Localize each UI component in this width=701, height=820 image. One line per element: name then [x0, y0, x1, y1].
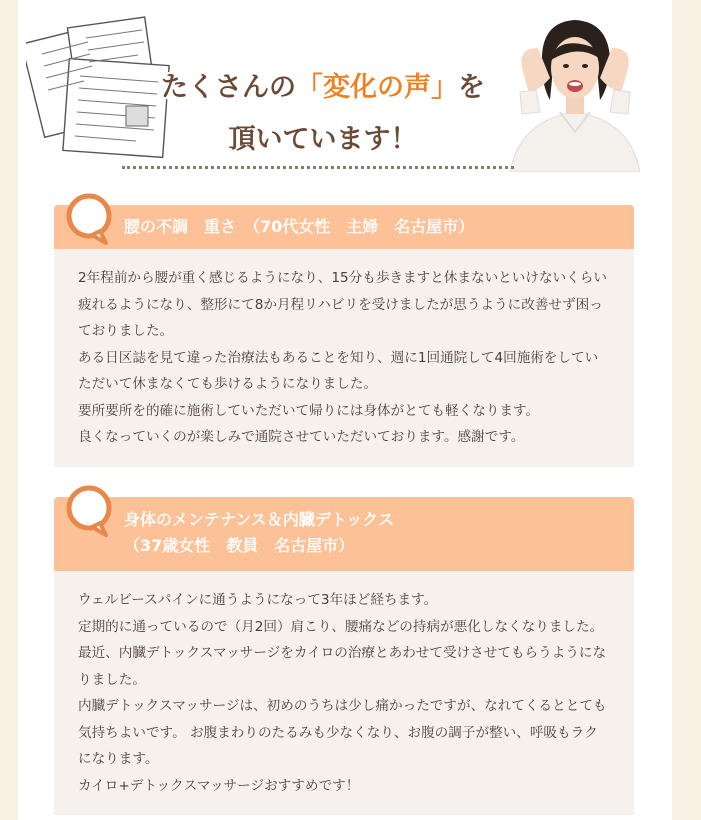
speech-bubble-icon	[62, 483, 116, 537]
header-divider	[122, 166, 514, 169]
testimonial-paragraph: 2年程前から腰が重く感じるようになり、15分も歩きますと休まないといけないくらい疲れるようになり、整形にて8か月程リハビリを受けましたが思うように改善せず困っておりました。	[78, 270, 607, 339]
testimonial-card	[54, 497, 634, 815]
testimonial-paragraph: カイロ+デトックスマッサージおすすめです！	[78, 777, 360, 794]
headline-line-1	[123, 62, 523, 114]
speech-bubble-icon	[62, 191, 116, 245]
testimonial-body	[54, 571, 634, 815]
testimonial-header	[54, 497, 634, 571]
testimonial-paragraph: ウェルビースパインに通うようになって3年ほど経ちます。	[78, 592, 438, 608]
headline-line-2: 頂いています！	[228, 124, 418, 155]
page-headline	[123, 62, 523, 166]
testimonial-paragraph: 定期的に通っているので（月2回）肩こり、腰痛などの持病が悪化しなくなりました。 最近、内臓デトックスマッサージをカイロの治療とあわせて受けさせてもらうようになりました。	[78, 618, 607, 688]
testimonial-subtitle: （37歳女性 教員 名古屋市）	[124, 536, 355, 555]
testimonial-title: 身体のメンテナンス＆内臓デトックス	[124, 510, 395, 529]
testimonial-title: 腰の不調 重さ （70代女性 主婦 名古屋市）	[124, 217, 475, 236]
headline-prefix: たくさんの	[161, 72, 296, 103]
headline-suffix: を	[458, 72, 485, 103]
headline-highlight: 「変化の声」	[296, 72, 458, 103]
testimonial-header	[54, 205, 634, 249]
testimonial-paragraph: 要所要所を的確に施術していただいて帰りには身体がとても軽くなります。	[78, 402, 540, 419]
testimonial-paragraph: ある日区誌を見て違った治療法もあることを知り、週に1回通院して4回施術をしていただいて休まなくても歩けるようになりました。	[78, 349, 599, 392]
content-page	[18, 0, 672, 820]
page-header	[18, 0, 672, 175]
testimonial-body	[54, 249, 634, 467]
testimonial-paragraph: 良くなっていくのが楽しみで通院させていただいております。感謝です。	[78, 429, 525, 445]
woman-calling-illustration	[500, 8, 650, 172]
testimonial-paragraph: 内臓デトックスマッサージは、初めのうちは少し痛かったですが、なれてくるととても気持ちよいです。 お腹まわりのたるみも少なくなり、お腹の調子が整い、呼吸もラクになります。	[78, 698, 607, 767]
testimonial-card	[54, 205, 634, 467]
